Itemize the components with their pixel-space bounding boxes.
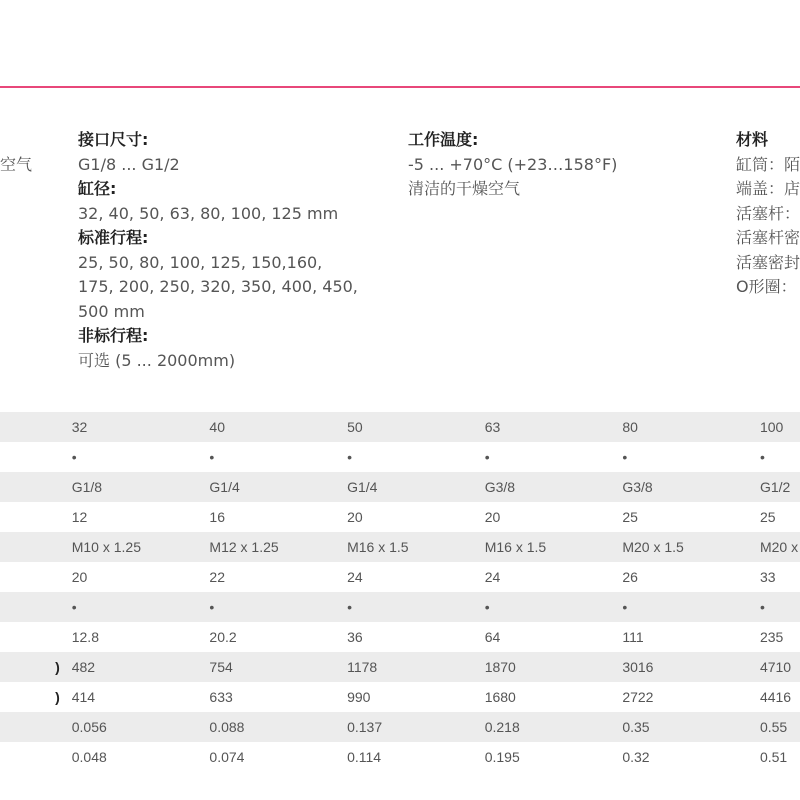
table-row (0, 652, 800, 682)
row-label-fragment (0, 472, 72, 502)
table-cell: 482 (72, 652, 210, 682)
table-cell: 414 (72, 682, 210, 712)
table-cell: M12 x 1.25 (209, 532, 347, 562)
standard-stroke-line-2: 175, 200, 250, 320, 350, 400, 450, (78, 277, 358, 296)
table-cell: • (760, 592, 800, 622)
table-cell: 4416 (760, 682, 800, 712)
material-item: 端盖：店 (736, 179, 800, 198)
table-cell: 32 (72, 412, 210, 442)
material-item: 活塞杆： (736, 203, 800, 223)
table-cell: M20 x (760, 532, 800, 562)
table-cell: G1/2 (760, 472, 800, 502)
table-cell: 0.056 (72, 712, 210, 742)
table-row (0, 412, 800, 442)
row-label-fragment (0, 742, 72, 772)
table-cell: • (485, 442, 623, 472)
operating-temp-value: -5 ... +70°C (+23…158°F) (408, 154, 618, 174)
row-label-fragment (0, 622, 72, 652)
header-divider-line (0, 86, 800, 88)
table-cell: 235 (760, 622, 800, 652)
table-cell: 0.048 (72, 742, 210, 772)
table-cell: • (209, 442, 347, 472)
specs-column-3 (736, 128, 800, 300)
row-label-fragment (0, 502, 72, 532)
table-cell: 40 (209, 412, 347, 442)
table-cell: 1870 (485, 652, 623, 682)
table-cell: 12 (72, 502, 210, 532)
table-row (0, 562, 800, 592)
material-item: O形圈： (736, 277, 797, 296)
port-size-value: G1/8 ... G1/2 (78, 154, 180, 174)
table-cell: • (347, 442, 485, 472)
table-cell: 0.137 (347, 712, 485, 742)
table-cell: M16 x 1.5 (485, 532, 623, 562)
table-row (0, 472, 800, 502)
row-label-fragment: ) (0, 682, 72, 712)
standard-stroke-line-1: 25, 50, 80, 100, 125, 150,160, (78, 252, 323, 272)
table-cell: 20 (485, 502, 623, 532)
table-row (0, 712, 800, 742)
nonstandard-stroke-label: 非标行程: (78, 326, 149, 345)
table-cell: 0.32 (622, 742, 760, 772)
table-cell: G3/8 (485, 472, 623, 502)
table-row (0, 532, 800, 562)
table-cell: 22 (209, 562, 347, 592)
table-cell: • (622, 592, 760, 622)
table-cell: • (72, 592, 210, 622)
material-item: 活塞杆密 (736, 228, 800, 247)
table-cell: 36 (347, 622, 485, 652)
table-cell: 1178 (347, 652, 485, 682)
nonstandard-stroke-value: 可选 (5 ... 2000mm) (78, 350, 236, 370)
specs-column-1 (78, 128, 358, 373)
table-cell: G1/4 (209, 472, 347, 502)
table-cell: 50 (347, 412, 485, 442)
material-item: 活塞密封 (736, 252, 800, 272)
materials-label: 材料 (736, 130, 769, 149)
table-row (0, 592, 800, 622)
table-cell: M16 x 1.5 (347, 532, 485, 562)
table-cell: 0.074 (209, 742, 347, 772)
table-row (0, 742, 800, 772)
table-cell: 12.8 (72, 622, 210, 652)
row-label-fragment (0, 592, 72, 622)
table-cell: 1680 (485, 682, 623, 712)
table-cell: 26 (622, 562, 760, 592)
table-cell: 3016 (622, 652, 760, 682)
port-size-label: 接口尺寸: (78, 130, 149, 149)
table-cell: 2722 (622, 682, 760, 712)
table-cell: 4710 (760, 652, 800, 682)
material-item: 缸筒：陌 (736, 154, 800, 174)
table-cell: 33 (760, 562, 800, 592)
table-cell: 0.114 (347, 742, 485, 772)
standard-stroke-label: 标准行程: (78, 228, 149, 247)
table-cell: 100 (760, 412, 800, 442)
row-label-fragment (0, 412, 72, 442)
table-cell: 24 (347, 562, 485, 592)
table-cell: G1/4 (347, 472, 485, 502)
bore-value: 32, 40, 50, 63, 80, 100, 125 mm (78, 203, 339, 223)
table-row (0, 622, 800, 652)
table-row (0, 502, 800, 532)
medium-value: 清洁的干燥空气 (408, 179, 521, 198)
table-cell: 754 (209, 652, 347, 682)
table-cell: 64 (485, 622, 623, 652)
table-cell: M20 x 1.5 (622, 532, 760, 562)
table-cell: • (622, 442, 760, 472)
table-cell: M10 x 1.25 (72, 532, 210, 562)
table-cell: G3/8 (622, 472, 760, 502)
table-cell: • (760, 442, 800, 472)
specs-column-2 (408, 128, 617, 202)
table-cell: 16 (209, 502, 347, 532)
table-cell: • (485, 592, 623, 622)
row-label-fragment: ) (0, 652, 72, 682)
left-clipped-text: 空气 (0, 155, 33, 174)
table-cell: G1/8 (72, 472, 210, 502)
row-label-fragment (0, 562, 72, 592)
table-cell: 0.55 (760, 712, 800, 742)
table-cell: 63 (485, 412, 623, 442)
table-cell: 25 (622, 502, 760, 532)
table-cell: 0.51 (760, 742, 800, 772)
table-cell: 0.195 (485, 742, 623, 772)
table-cell: 111 (622, 622, 760, 652)
table-cell: • (209, 592, 347, 622)
specs-data-table (0, 412, 800, 772)
table-cell: 24 (485, 562, 623, 592)
table-row (0, 682, 800, 712)
table-body (0, 412, 800, 772)
row-label-fragment (0, 532, 72, 562)
table-cell: • (72, 442, 210, 472)
table-cell: 20 (72, 562, 210, 592)
table-cell: 20.2 (209, 622, 347, 652)
table-cell: 0.35 (622, 712, 760, 742)
table-cell: 0.088 (209, 712, 347, 742)
row-label-fragment (0, 712, 72, 742)
table-cell: • (347, 592, 485, 622)
table-cell: 990 (347, 682, 485, 712)
operating-temp-label: 工作温度: (408, 130, 479, 149)
table-cell: 80 (622, 412, 760, 442)
table-cell: 633 (209, 682, 347, 712)
row-label-fragment (0, 442, 72, 472)
table-cell: 25 (760, 502, 800, 532)
table-row (0, 442, 800, 472)
table-cell: 20 (347, 502, 485, 532)
standard-stroke-line-3: 500 mm (78, 301, 145, 321)
table-cell: 0.218 (485, 712, 623, 742)
bore-label: 缸径: (78, 179, 117, 198)
